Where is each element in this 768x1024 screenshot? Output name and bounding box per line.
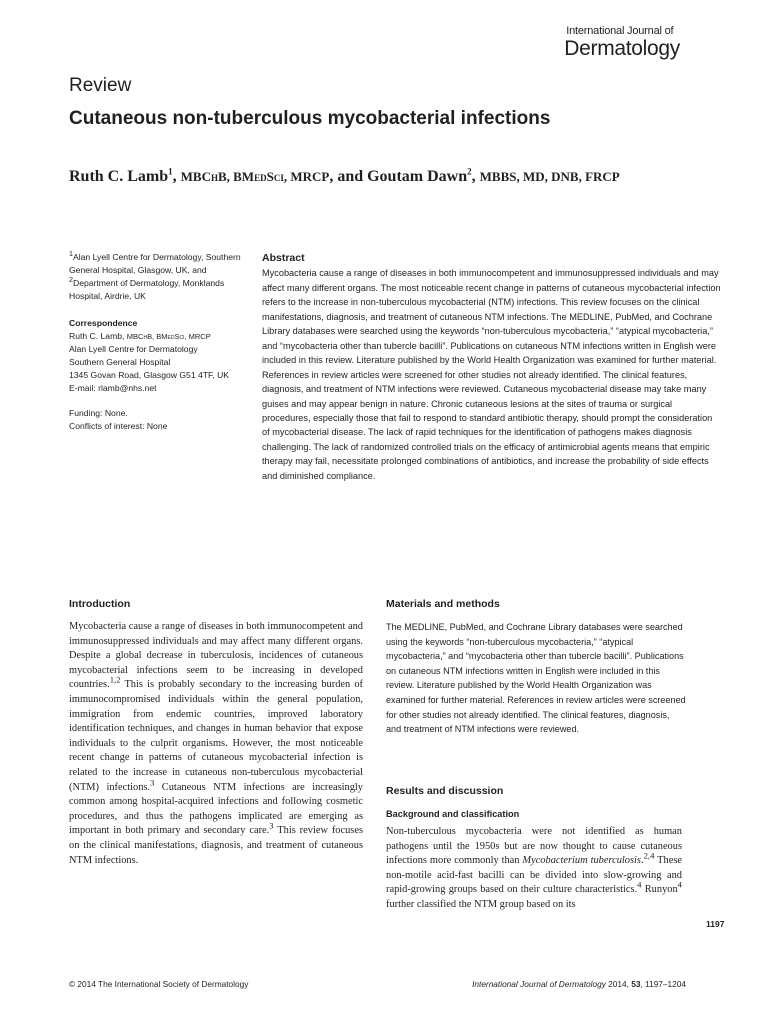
background-subheading: Background and classification (386, 809, 520, 819)
affiliation-line (69, 251, 254, 303)
abstract-text: Mycobacteria cause a range of diseases in both immunocompetent and immunosuppressed individuals and may affect many different organs. The most noticeable recent change in patterns of cutaneous mycobacterial infection refers to the increase in non-tuberculous mycobacterial (NTM) infections. This review focuses on the clinical manifestations, diagnosis, and treatment of cutaneous NTM infections. The MEDLINE, PubMed, and Cochrane Library databases were searched using the keywords “non-tuberculous mycobacteria,” “atypical mycobacteria,” and “mycobacteria other than tubercle bacilli”. Publications on cutaneous NTM infections written in English were included in this review. Literature published by the World Health Organization was examined for further material. References in review articles were screened for other studies not already identified. The clinical features, diagnosis, and treatment of NTM infections were reviewed. Cutaneous mycobacterial disease may take many guises and may appear benign in nature. Chronic cutaneous lesions at the sites of trauma or surgical procedures, especially those that fail to respond to standard antibiotic therapy, should prompt the consideration of mycobacterial disease. The lack of rapid techniques for the identification of pathogens makes diagnosis challenging. The lack of randomized controlled trials on the efficacy of antimicrobial agents means that empiric therapy may fail, necessitate prolonged combinations of antibiotics, and increase the probability of side effects and diminished compliance. (262, 268, 721, 481)
abstract-heading: Abstract (262, 252, 305, 264)
citation-journal: International Journal of Dermatology (472, 979, 606, 989)
correspondence-email: E-mail: rlamb@nhs.net (69, 383, 157, 394)
correspondence-address-line: Southern General Hospital (69, 357, 171, 368)
author-connector: and (337, 168, 364, 185)
citation-ref: 4 (677, 879, 682, 890)
correspondence (69, 317, 254, 396)
correspondence-heading: Correspondence (69, 318, 138, 328)
correspondence-name: Ruth C. Lamb, (69, 331, 125, 342)
methods-heading: Materials and methods (386, 598, 500, 610)
author-degrees: MBBS, MD, DNB, FRCP (479, 169, 620, 184)
citation-pages: , 1197–1204 (640, 979, 686, 989)
journal-logo (564, 26, 680, 59)
correspondence-degrees: MBChB, BMedSci, MRCP (126, 332, 211, 342)
author-affiliation-marker: 2 (467, 166, 472, 177)
citation-ref: 2,4 (643, 850, 655, 861)
citation-ref: 4 (637, 879, 642, 890)
background-text: Non-tuberculous mycobacteria were not identified as human pathogens until the 1950s but are now thought to cause cutaneous infections more commonly than Mycobacterium tuberculosis.$^{2,4}$ These non-motile acid-fast bacilli can be divided into slow-growing and rapid-growing groups based on their culture characteristics.$^4$ Runyon$^4$ further classified the NTM group based on its (386, 826, 682, 910)
page-number: 1197 (706, 919, 725, 929)
funding-conflicts (69, 407, 254, 433)
affiliation-text: Alan Lyell Centre for Dermatology, Southern General Hospital, Glasgow, UK, and (69, 252, 241, 276)
correspondence-address-line: Alan Lyell Centre for Dermatology (69, 344, 198, 355)
methods-text: The MEDLINE, PubMed, and Cochrane Library databases were searched using the keywords “non-tuberculous mycobacteria,” “atypical mycobacteria,” and “mycobacteria other than tubercle bacilli”. Publications on cutaneous NTM infections written in English were included in this review. Literature published by the World Health Organization was examined for further material. References in review articles were screened for other studies not already identified. The clinical features, diagnosis, and treatment of NTM infections were reviewed. (386, 622, 686, 735)
citation-year: 2014, (608, 979, 629, 989)
author-affiliation-marker: 1 (168, 166, 173, 177)
citation-volume: 53 (631, 979, 641, 989)
affiliation-marker: 2 (69, 276, 73, 285)
species-name: Mycobacterium tuberculosis (522, 855, 641, 867)
author-name: Goutam Dawn (367, 168, 468, 185)
affiliations (69, 251, 254, 303)
citation-footer (472, 979, 686, 989)
author-list: Ruth C. Lamb$^1$, MBChB, BMedSci, MRCP, and Goutam Dawn$^2$, MBBS, MD, DNB, FRCP (69, 166, 620, 185)
citation-ref: 3 (269, 820, 274, 831)
introduction-text: Mycobacteria cause a range of diseases in both immunocompetent and immunosuppressed individuals and may affect many different organs. Despite a global decrease in tuberculosis, incidences of cutaneous mycobacterial infections seem to be increasing in developed countries.$^{1,2}$ This is probably secondary to the increasing burden of immunocompromised individuals within the general population, immigration from endemic countries, improved laboratory identification techniques, and changes in human behavior that expose individuals to the culprit organisms. However, the most noticeable recent change in patterns of cutaneous mycobacterial infection is related to the increase in cutaneous non-tuberculous mycobacterial (NTM) infections.$^3$ Cutaneous NTM infections are increasingly common among hospital-acquired infections and following cosmetic procedures, and thus the pathogens implicated are emerging as important in both primary and secondary care.$^3$ This review focuses on the clinical manifestations, diagnosis, and treatment of cutaneous NTM infections. (69, 621, 364, 866)
affiliation-text: Department of Dermatology, Monklands Hospital, Airdrie, UK (69, 278, 225, 302)
affiliation-marker: 1 (69, 250, 73, 259)
results-heading: Results and discussion (386, 785, 504, 797)
abstract-section (262, 251, 722, 483)
conflicts-note: Conflicts of interest: None (69, 421, 168, 432)
article-type: Review (69, 75, 132, 96)
citation-ref: 3 (150, 777, 155, 788)
journal-logo-line1: International Journal of (566, 25, 674, 37)
funding-note: Funding: None. (69, 408, 128, 418)
citation-ref: 1,2 (109, 674, 121, 685)
article-title: Cutaneous non-tuberculous mycobacterial infections (69, 108, 551, 129)
author-degrees: MBChB, BMedSci, MRCP (180, 169, 330, 184)
journal-logo-line2: Dermatology (564, 37, 680, 60)
author-name: Ruth C. Lamb (69, 168, 169, 185)
introduction-heading: Introduction (69, 598, 131, 610)
correspondence-address-line: 1345 Govan Road, Glasgow G51 4TF, UK (69, 370, 230, 381)
copyright-notice: © 2014 The International Society of Dermatology (69, 979, 249, 989)
correspondence-name-line (69, 330, 254, 343)
